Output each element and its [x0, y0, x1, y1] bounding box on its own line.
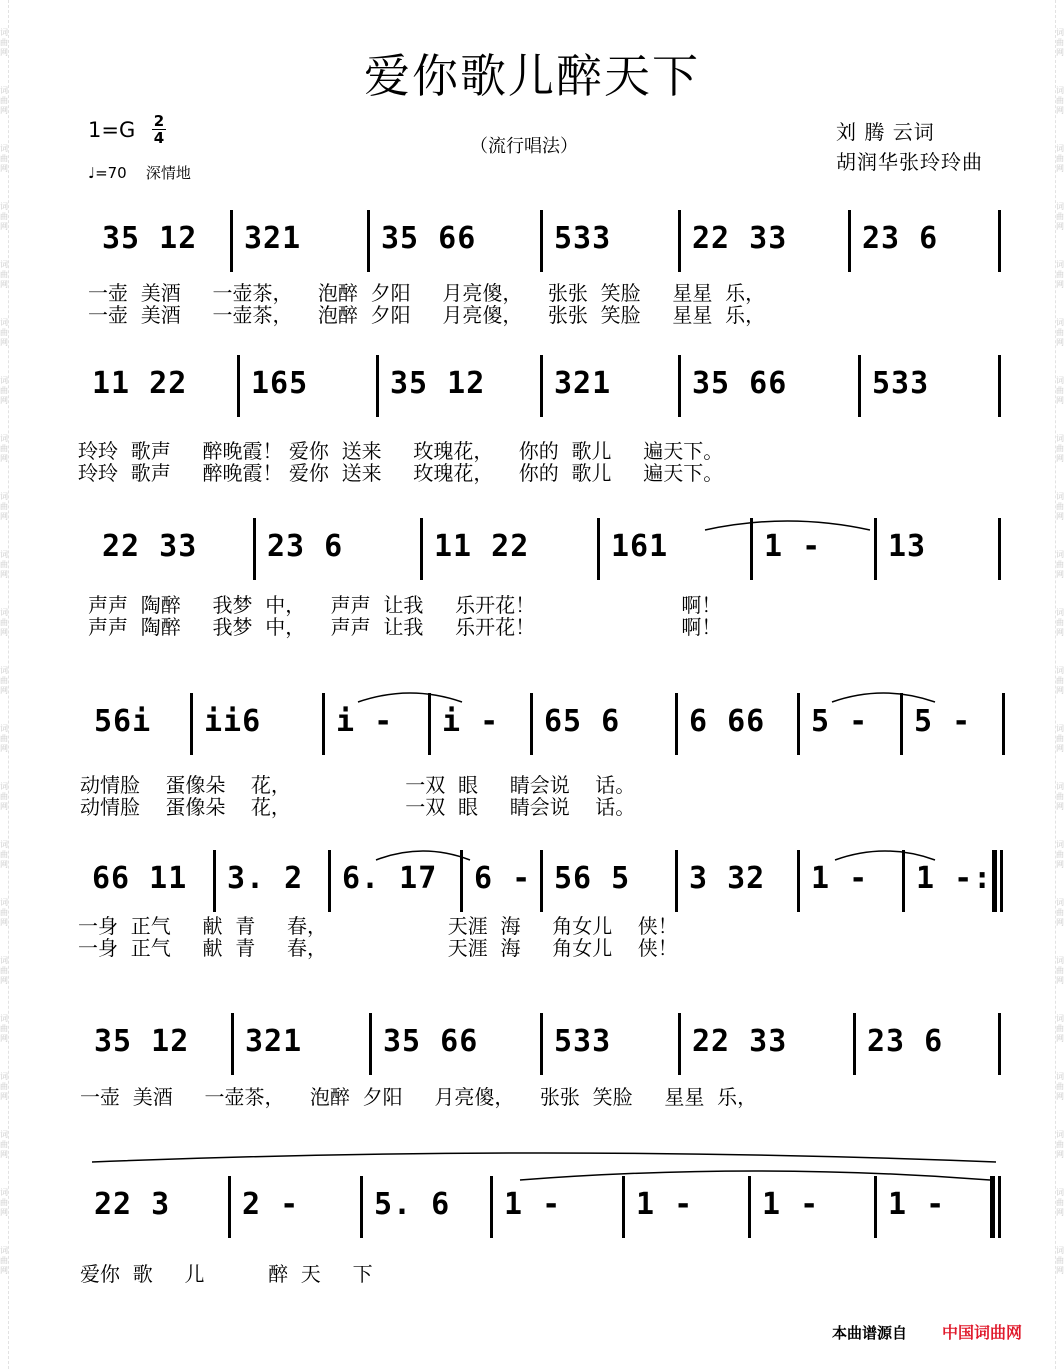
watermark-text: 词曲网	[0, 86, 8, 115]
measure-notes: 1 -:	[916, 861, 993, 896]
watermark-text: 词曲网	[1056, 724, 1064, 753]
watermark-text: 词曲网	[1056, 898, 1064, 927]
watermark-text: 词曲网	[1056, 550, 1064, 579]
measure-notes: 321	[244, 221, 302, 256]
measure-notes: 22 33	[692, 1024, 788, 1059]
watermark-text: 词曲网	[1056, 202, 1064, 231]
lyric-line: 爱你 歌 儿 醉 天 下	[80, 1262, 373, 1286]
measure-notes: 533	[554, 221, 612, 256]
time-signature-top: 2	[153, 112, 165, 130]
slur-arc	[92, 1153, 996, 1162]
watermark-text: 词曲网	[0, 666, 8, 695]
measure-notes: 56i	[94, 704, 152, 739]
source-label: 本曲谱源自	[832, 1324, 908, 1342]
slur-arc	[358, 693, 462, 702]
watermark-text: 词曲网	[1056, 434, 1064, 463]
watermark-text: 词曲网	[1056, 144, 1064, 173]
watermark-text: 词曲网	[1056, 1130, 1064, 1159]
measure-notes: i -	[442, 704, 500, 739]
time-signature-bottom: 4	[153, 129, 165, 147]
watermark-text: 词曲网	[1056, 956, 1064, 985]
watermark-text: 词曲网	[0, 1246, 8, 1275]
watermark-text: 词曲网	[1056, 840, 1064, 869]
watermark-text: 词曲网	[0, 260, 8, 289]
tempo-value: ♩=70	[88, 164, 127, 182]
lyric-line: 声声 陶醉 我梦 中， 声声 让我 乐开花！ 啊！	[88, 593, 722, 617]
watermark-text: 词曲网	[1056, 492, 1064, 521]
measure-notes: 66 11	[92, 861, 188, 896]
watermark-text: 词曲网	[0, 492, 8, 521]
measure-notes: 23 6	[867, 1024, 944, 1059]
song-title: 爱你歌儿醉天下	[364, 49, 700, 103]
measure-notes: 6 -	[474, 861, 532, 896]
watermark-text: 词曲网	[1056, 1246, 1064, 1275]
measure-notes: 23 6	[267, 529, 344, 564]
watermark-text: 词曲网	[1056, 86, 1064, 115]
watermark-text: 词曲网	[0, 202, 8, 231]
style-note: （流行唱法）	[470, 136, 578, 157]
watermark-text: 词曲网	[0, 1130, 8, 1159]
lyric-line: 玲玲 歌声 醉晚霞！ 爱你 送来 玫瑰花， 你的 歌儿 遍天下。	[78, 461, 724, 485]
slur-arc	[705, 521, 870, 530]
slur-arc	[376, 851, 470, 860]
slur-arc	[835, 851, 935, 860]
lyric-line: 一壶 美酒 一壶茶， 泡醉 夕阳 月亮傻， 张张 笑脸 星星 乐，	[88, 281, 766, 305]
measure-notes: 1 -	[811, 861, 869, 896]
measure-notes: 321	[245, 1024, 303, 1059]
slur-arc	[832, 693, 935, 702]
measure-notes: 1 -	[762, 1187, 820, 1222]
measure-notes: 5 -	[914, 704, 972, 739]
measure-notes: 6 66	[689, 704, 766, 739]
measure-notes: 3. 2	[227, 861, 304, 896]
measure-notes: 165	[251, 366, 309, 401]
watermark-text: 词曲网	[0, 318, 8, 347]
lyric-line: 动情脸 蛋像朵 花， 一双 眼 睛会说 话。	[80, 795, 636, 819]
watermark-text: 词曲网	[0, 550, 8, 579]
watermark-text: 词曲网	[1056, 260, 1064, 289]
measure-notes: 1 -	[636, 1187, 694, 1222]
watermark-text: 词曲网	[0, 144, 8, 173]
measure-notes: 35 12	[94, 1024, 190, 1059]
measure-notes: 3 32	[689, 861, 766, 896]
watermark-text: 词曲网	[0, 28, 8, 57]
measure-notes: 35 66	[381, 221, 477, 256]
watermark-text: 词曲网	[0, 434, 8, 463]
measure-notes: 13	[888, 529, 927, 564]
composer-credit: 胡润华张玲玲曲	[836, 150, 983, 174]
measure-notes: 22 33	[692, 221, 788, 256]
measure-notes: 11 22	[434, 529, 530, 564]
measure-notes: 35 66	[383, 1024, 479, 1059]
watermark-text: 词曲网	[1056, 608, 1064, 637]
measure-notes: 1 -	[504, 1187, 562, 1222]
watermark-text: 词曲网	[0, 956, 8, 985]
measure-notes: 161	[611, 529, 669, 564]
key-signature: 1=G	[88, 118, 136, 142]
watermark-text: 词曲网	[0, 608, 8, 637]
watermark-text: 词曲网	[0, 724, 8, 753]
watermark-text: 词曲网	[0, 782, 8, 811]
measure-notes: 65 6	[544, 704, 621, 739]
measure-notes: 5 -	[811, 704, 869, 739]
lyric-line: 一壶 美酒 一壶茶， 泡醉 夕阳 月亮傻， 张张 笑脸 星星 乐，	[88, 303, 766, 327]
watermark-text: 词曲网	[1056, 28, 1064, 57]
measure-notes: 35 12	[390, 366, 486, 401]
slur-arc	[520, 1171, 990, 1180]
lyric-line: 动情脸 蛋像朵 花， 一双 眼 睛会说 话。	[80, 773, 636, 797]
expression-marking: 深情地	[145, 164, 191, 182]
watermark-text: 词曲网	[1056, 1014, 1064, 1043]
lyric-line: 一身 正气 献 青 春， 天涯 海 角女儿 侠！	[78, 914, 678, 938]
measure-notes: 321	[554, 366, 612, 401]
lyricist-credit: 刘 腾 云词	[836, 120, 935, 144]
measure-notes: 5. 6	[374, 1187, 451, 1222]
measure-notes: 2 -	[242, 1187, 300, 1222]
measure-notes: 56 5	[554, 861, 631, 896]
measure-notes: 22 33	[102, 529, 198, 564]
watermark-text: 词曲网	[0, 840, 8, 869]
measure-notes: ii6	[204, 704, 262, 739]
measure-notes: i -	[336, 704, 394, 739]
measure-notes: 1 -	[764, 529, 822, 564]
watermark-text: 词曲网	[0, 1014, 8, 1043]
measure-notes: 533	[554, 1024, 612, 1059]
measure-notes: 35 12	[102, 221, 198, 256]
watermark-text: 词曲网	[1056, 376, 1064, 405]
watermark-text: 词曲网	[0, 898, 8, 927]
watermark-text: 词曲网	[1056, 782, 1064, 811]
watermark-text: 词曲网	[0, 1188, 8, 1217]
measure-notes: 35 66	[692, 366, 788, 401]
measure-notes: 23 6	[862, 221, 939, 256]
watermark-text: 词曲网	[0, 1072, 8, 1101]
lyric-line: 声声 陶醉 我梦 中， 声声 让我 乐开花！ 啊！	[88, 615, 722, 639]
lyric-line: 一壶 美酒 一壶茶， 泡醉 夕阳 月亮傻， 张张 笑脸 星星 乐，	[80, 1085, 758, 1109]
lyric-line: 玲玲 歌声 醉晚霞！ 爱你 送来 玫瑰花， 你的 歌儿 遍天下。	[78, 439, 724, 463]
watermark-text: 词曲网	[1056, 1072, 1064, 1101]
measure-notes: 22 3	[94, 1187, 171, 1222]
lyric-line: 一身 正气 献 青 春， 天涯 海 角女儿 侠！	[78, 936, 678, 960]
watermark-text: 词曲网	[1056, 666, 1064, 695]
measure-notes: 1 -	[888, 1187, 946, 1222]
watermark-text: 词曲网	[0, 376, 8, 405]
measure-notes: 6. 17	[342, 861, 438, 896]
watermark-text: 词曲网	[1056, 318, 1064, 347]
site-name[interactable]: 中国词曲网	[942, 1323, 1023, 1342]
measure-notes: 11 22	[92, 366, 188, 401]
watermark-text: 词曲网	[1056, 1188, 1064, 1217]
measure-notes: 533	[872, 366, 930, 401]
